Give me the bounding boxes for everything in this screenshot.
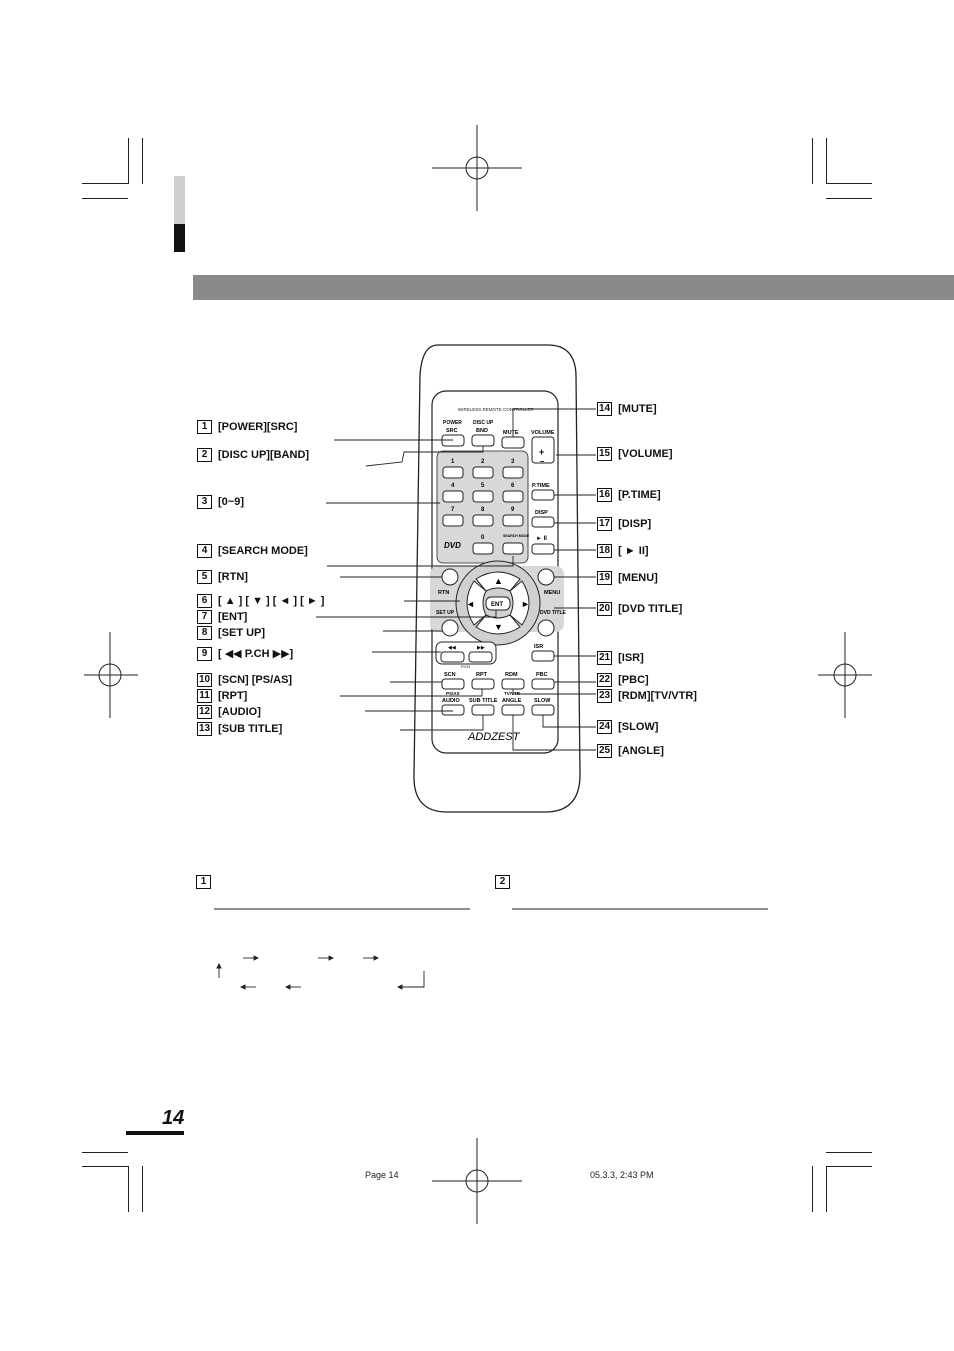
callout-21: 21 [ISR] (599, 652, 644, 665)
callout-6: 6 [ ▲ ] [ ▼ ] [ ◄ ] [ ► ] (197, 594, 324, 608)
scn-label: SCN (444, 672, 456, 678)
bnd-label: BND (476, 428, 488, 434)
digit-5: 5 (481, 483, 485, 489)
digit-1: 1 (451, 459, 455, 465)
src-label: SRC (446, 428, 458, 434)
right-arrow-icon: ► (521, 599, 530, 609)
angle-button[interactable] (502, 705, 524, 715)
callout-10: 10 [SCN] [PS/AS] (199, 674, 293, 687)
menu-label: MENU (544, 590, 561, 596)
disp-label: DISP (535, 510, 548, 516)
power-src-button[interactable] (442, 435, 464, 446)
setup-button[interactable] (442, 620, 458, 636)
search-mode-label: SEARCH MODE (503, 534, 530, 538)
callout-22: 22 [PBC] (599, 674, 649, 687)
callout-2: 2 [DISC UP][BAND] (197, 448, 309, 462)
setup-label: SET UP (436, 610, 455, 616)
rpt-label: RPT (476, 672, 487, 678)
disc-band-button[interactable] (472, 435, 494, 446)
isr-button[interactable] (532, 651, 554, 661)
rtn-label: RTN (438, 590, 450, 596)
mute-button[interactable] (502, 437, 524, 448)
pch-label: P.CH (461, 664, 471, 669)
next-button[interactable] (469, 652, 492, 662)
slow-button[interactable] (532, 705, 554, 715)
audio-label: AUDIO (442, 698, 460, 704)
section-1-number: 1 (196, 875, 217, 889)
subtitle-label: SUB TITLE (469, 698, 498, 704)
callout-4: 4 [SEARCH MODE] (197, 544, 308, 558)
dvd-title-button[interactable] (538, 620, 554, 636)
callout-15: 15 [VOLUME] (599, 448, 673, 461)
prev-button[interactable] (441, 652, 464, 662)
rpt-button[interactable] (472, 679, 494, 689)
callout-1: 1 [POWER][SRC] (197, 420, 297, 434)
page-number-rule (126, 1131, 184, 1135)
rtn-button[interactable] (442, 569, 458, 585)
callout-13: 13 [SUB TITLE] (199, 723, 283, 736)
digit-0: 0 (481, 535, 485, 541)
digit-3: 3 (511, 459, 515, 465)
subtitle-button[interactable] (472, 705, 494, 715)
callout-18: 18 [ ► II] (599, 545, 649, 558)
callout-3: 3 [0~9] (197, 495, 244, 509)
pbc-label: PBC (536, 672, 548, 678)
pbc-button[interactable] (532, 679, 554, 689)
callout-8: 8 [SET UP] (197, 626, 265, 640)
flow-arrows (217, 956, 424, 989)
digit-7: 7 (451, 507, 455, 513)
callout-25: 25 [ANGLE] (599, 745, 664, 758)
rdm-label: RDM (505, 672, 518, 678)
power-label: POWER (443, 420, 462, 426)
ptime-button[interactable] (532, 490, 554, 500)
callout-16: 16 [P.TIME] (599, 489, 661, 502)
mute-label: MUTE (503, 430, 519, 436)
digit-9: 9 (511, 507, 515, 513)
scn-button[interactable] (442, 679, 464, 689)
digit-6: 6 (511, 483, 515, 489)
callout-5: 5 [RTN] (197, 570, 248, 584)
callout-11: 11 [RPT] (197, 689, 247, 703)
volume-label: VOLUME (531, 430, 555, 436)
page-number: 14 (162, 1107, 185, 1129)
ent-label: ENT (491, 602, 503, 608)
callout-23: 23 [RDM][TV/VTR] (599, 690, 697, 703)
play-pause-button[interactable] (532, 544, 554, 554)
audio-button[interactable] (442, 705, 464, 715)
angle-label: ANGLE (502, 698, 522, 704)
callout-20: 20 [DVD TITLE] (599, 603, 683, 616)
up-arrow-icon: ▲ (494, 576, 503, 586)
remote-header-text: WIRELESS REMOTE CONTROLLER (458, 407, 534, 412)
disc-up-label: DISC UP (473, 420, 494, 426)
digit-2: 2 (481, 459, 485, 465)
callout-19: 19 [MENU] (599, 572, 658, 585)
disp-button[interactable] (532, 517, 554, 527)
next-icon: ▶▶ (477, 645, 485, 651)
callout-14: 14 [MUTE] (599, 403, 657, 416)
digit-8: 8 (481, 507, 485, 513)
section-2-number: 2 (495, 875, 516, 889)
callout-12: 12 [AUDIO] (199, 706, 261, 719)
vol-minus-label: – (540, 457, 545, 466)
isr-label: ISR (534, 644, 544, 650)
psas-label: PS/AS (446, 691, 460, 696)
callout-9: 9 [ ◀◀ P.CH ▶▶] (197, 647, 293, 661)
dvd-title-label: DVD TITLE (540, 610, 566, 616)
left-arrow-icon: ◄ (466, 599, 475, 609)
digit-4: 4 (451, 483, 455, 489)
callout-24: 24 [SLOW] (599, 721, 659, 734)
tvvtr-label: TV/VTR (504, 691, 521, 696)
prev-icon: ◀◀ (448, 645, 456, 651)
vol-plus-label: + (539, 447, 545, 457)
footer-page-label: Page 14 (365, 1170, 399, 1180)
slow-label: SLOW (534, 698, 551, 704)
play-pause-label: ► II (536, 536, 547, 542)
callout-17: 17 [DISP] (599, 518, 652, 531)
brand-logo: ADDZEST (468, 731, 520, 743)
menu-button[interactable] (538, 569, 554, 585)
dvd-logo: DVD (444, 541, 461, 550)
down-arrow-icon: ▼ (494, 622, 503, 632)
ptime-label: P.TIME (532, 483, 550, 489)
footer-timestamp: 05.3.3, 2:43 PM (590, 1170, 654, 1180)
callout-7: 7 [ENT] (197, 610, 247, 624)
rdm-button[interactable] (502, 679, 524, 689)
